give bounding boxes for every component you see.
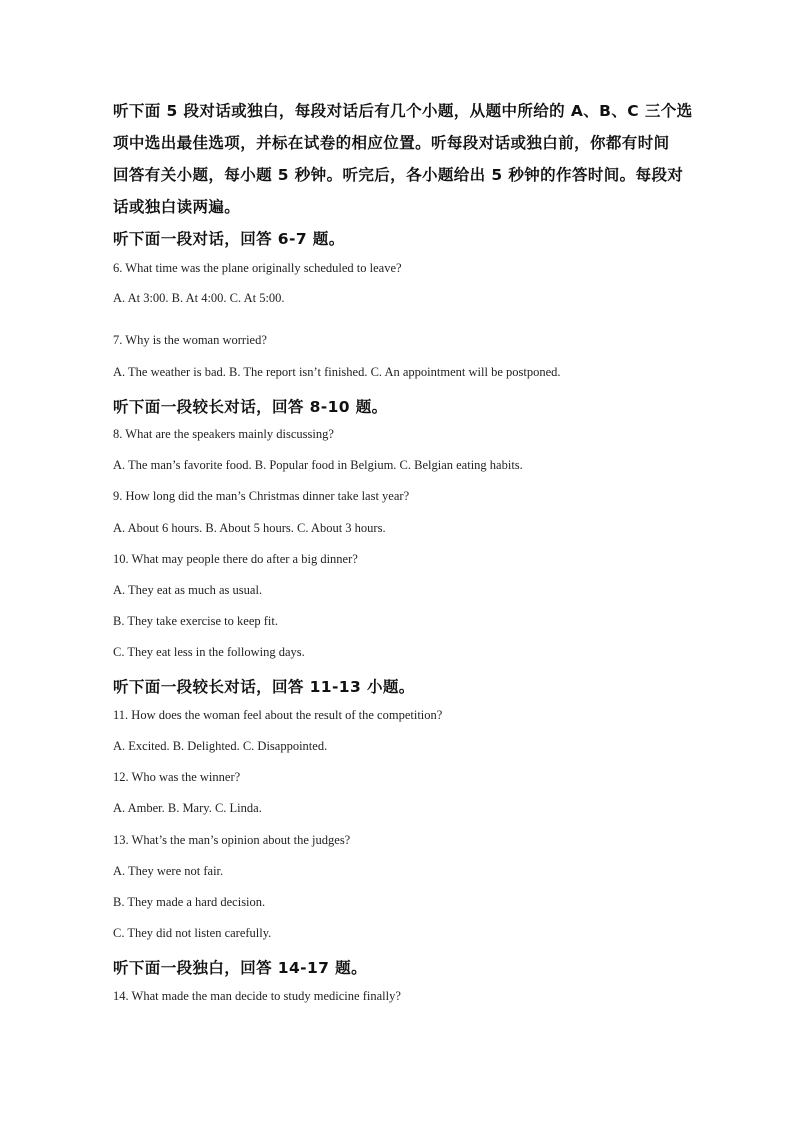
section-heading-14-17: 听下面一段独白，回答 14-17 题。 — [113, 959, 367, 977]
question-stem-10: 10. What may people there do after a big dinner? — [113, 552, 358, 566]
question-stem-12: 12. Who was the winner? — [113, 770, 241, 784]
question-options-7: A. The weather is bad. B. The report isn’t finished. C. An appointment will be postponed. — [113, 365, 561, 379]
question-options-6: A. At 3:00. B. At 4:00. C. At 5:00. — [113, 291, 285, 305]
question-option-10-b: B. They take exercise to keep fit. — [113, 614, 278, 628]
question-option-13-c: C. They did not listen carefully. — [113, 926, 272, 940]
instructions-line-2: 项中选出最佳选项，并标在试卷的相应位置。听每段对话或独白前，你都有时间 — [113, 134, 670, 152]
question-options-9: A. About 6 hours. B. About 5 hours. C. About 3 hours. — [113, 521, 386, 535]
question-option-10-c: C. They eat less in the following days. — [113, 645, 305, 659]
section-heading-6-7: 听下面一段对话，回答 6-7 题。 — [113, 230, 345, 248]
instructions-line-4: 话或独白读两遍。 — [113, 198, 241, 216]
question-option-13-b: B. They made a hard decision. — [113, 895, 266, 909]
question-stem-6: 6. What time was the plane originally scheduled to leave? — [113, 261, 402, 275]
question-option-13-a: A. They were not fair. — [113, 864, 224, 878]
question-stem-14: 14. What made the man decide to study medicine finally? — [113, 989, 401, 1003]
section-heading-11-13: 听下面一段较长对话，回答 11-13 小题。 — [113, 678, 415, 696]
question-options-12: A. Amber. B. Mary. C. Linda. — [113, 801, 262, 815]
question-stem-13: 13. What’s the man’s opinion about the judges? — [113, 833, 351, 847]
question-options-8: A. The man’s favorite food. B. Popular food in Belgium. C. Belgian eating habits. — [113, 458, 523, 472]
section-heading-8-10: 听下面一段较长对话，回答 8-10 题。 — [113, 398, 388, 416]
question-stem-8: 8. What are the speakers mainly discussing? — [113, 427, 334, 441]
question-stem-11: 11. How does the woman feel about the result of the competition? — [113, 708, 443, 722]
instructions-line-3: 回答有关小题，每小题 5 秒钟。听完后，各小题给出 5 秒钟的作答时间。每段对 — [113, 166, 684, 184]
question-options-11: A. Excited. B. Delighted. C. Disappointed. — [113, 739, 328, 753]
instructions-line-1: 听下面 5 段对话或独白，每段对话后有几个小题，从题中所给的 A、B、C 三个选 — [113, 102, 693, 120]
question-option-10-a: A. They eat as much as usual. — [113, 583, 263, 597]
question-stem-9: 9. How long did the man’s Christmas dinner take last year? — [113, 489, 410, 503]
question-stem-7: 7. Why is the woman worried? — [113, 333, 267, 347]
